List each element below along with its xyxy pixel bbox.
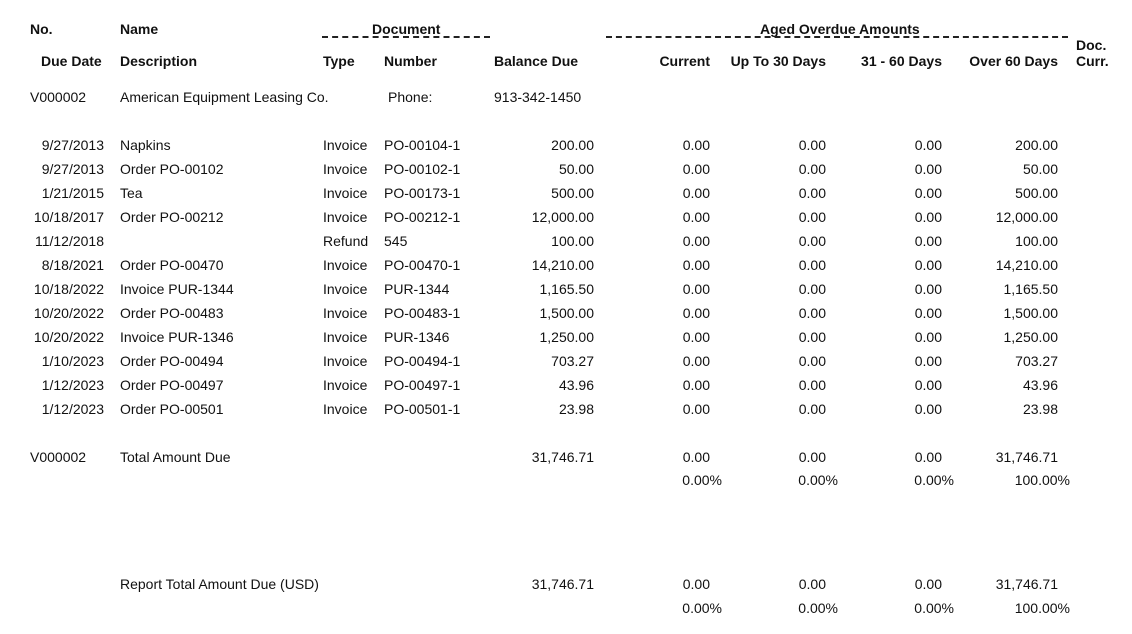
row-balance: 100.00 (551, 233, 594, 249)
row-due-date: 10/20/2022 (33, 305, 104, 321)
total-pct-current: 0.00% (682, 472, 722, 488)
row-number: PO-00102-1 (384, 161, 461, 177)
row-over60: 14,210.00 (995, 257, 1058, 273)
row-number: PO-00483-1 (384, 305, 461, 321)
row-due-date: 11/12/2018 (34, 233, 104, 249)
row-type: Invoice (323, 353, 368, 369)
row-description: Order PO-00501 (120, 401, 224, 417)
row-description: Order PO-00470 (120, 257, 224, 273)
row-description: Napkins (120, 137, 171, 153)
row-up30: 0.00 (798, 329, 826, 345)
row-over60: 23.98 (1022, 401, 1058, 417)
row-up30: 0.00 (798, 257, 826, 273)
row-31-60: 0.00 (914, 377, 942, 393)
total-label: Total Amount Due (120, 449, 231, 465)
row-up30: 0.00 (798, 353, 826, 369)
row-description: Tea (120, 185, 143, 201)
row-type: Invoice (323, 305, 368, 321)
row-up30: 0.00 (798, 209, 826, 225)
row-balance: 1,165.50 (539, 281, 594, 297)
header-balance-due: Balance Due (494, 53, 579, 69)
row-description: Order PO-00212 (120, 209, 224, 225)
row-current: 0.00 (682, 377, 710, 393)
total-vendor-no: V000002 (30, 449, 87, 465)
header-document: Document (372, 21, 441, 37)
report-total-up30: 0.00 (798, 576, 826, 592)
row-due-date: 10/18/2017 (33, 209, 104, 225)
row-balance: 500.00 (551, 185, 594, 201)
row-number: PO-00497-1 (384, 377, 461, 393)
total-pct-31-60: 0.00% (914, 472, 954, 488)
row-number: PO-00173-1 (384, 185, 461, 201)
row-type: Invoice (323, 209, 368, 225)
header-number: Number (384, 53, 437, 69)
row-31-60: 0.00 (914, 329, 942, 345)
total-pct-over60: 100.00% (1014, 472, 1070, 488)
header-31-60: 31 - 60 Days (861, 53, 942, 69)
row-over60: 500.00 (1015, 185, 1058, 201)
row-over60: 50.00 (1022, 161, 1058, 177)
row-31-60: 0.00 (914, 281, 942, 297)
row-due-date: 1/21/2015 (41, 185, 104, 201)
row-type: Invoice (323, 329, 368, 345)
row-up30: 0.00 (798, 161, 826, 177)
row-current: 0.00 (682, 137, 710, 153)
row-over60: 100.00 (1015, 233, 1058, 249)
row-31-60: 0.00 (914, 353, 942, 369)
row-current: 0.00 (682, 233, 710, 249)
row-31-60: 0.00 (914, 305, 942, 321)
row-31-60: 0.00 (914, 161, 942, 177)
row-type: Invoice (323, 281, 368, 297)
row-up30: 0.00 (798, 401, 826, 417)
row-31-60: 0.00 (914, 257, 942, 273)
row-balance: 43.96 (558, 377, 594, 393)
report-total-label: Report Total Amount Due (USD) (120, 576, 319, 592)
total-current: 0.00 (682, 449, 710, 465)
row-number: PO-00494-1 (384, 353, 461, 369)
report-pct-up30: 0.00% (798, 600, 838, 616)
report-total-over60: 31,746.71 (995, 576, 1058, 592)
row-due-date: 10/20/2022 (33, 329, 104, 345)
row-description: Order PO-00494 (120, 353, 224, 369)
row-due-date: 1/12/2023 (41, 377, 104, 393)
row-description: Order PO-00483 (120, 305, 224, 321)
row-over60: 12,000.00 (995, 209, 1058, 225)
row-type: Invoice (323, 185, 368, 201)
row-balance: 200.00 (551, 137, 594, 153)
row-31-60: 0.00 (914, 185, 942, 201)
row-due-date: 1/12/2023 (41, 401, 104, 417)
row-due-date: 10/18/2022 (33, 281, 104, 297)
header-over-60: Over 60 Days (969, 53, 1058, 69)
report-pct-31-60: 0.00% (914, 600, 954, 616)
report-total-balance: 31,746.71 (531, 576, 594, 592)
vendor-phone: 913-342-1450 (494, 89, 582, 105)
row-balance: 1,250.00 (539, 329, 594, 345)
aged-dash-line (606, 36, 1068, 38)
vendor-name: American Equipment Leasing Co. (120, 89, 329, 105)
row-type: Refund (323, 233, 369, 249)
total-pct-up30: 0.00% (798, 472, 838, 488)
row-due-date: 9/27/2013 (41, 161, 104, 177)
row-current: 0.00 (682, 209, 710, 225)
row-up30: 0.00 (798, 137, 826, 153)
row-balance: 14,210.00 (531, 257, 594, 273)
total-balance: 31,746.71 (531, 449, 594, 465)
row-up30: 0.00 (798, 305, 826, 321)
row-due-date: 9/27/2013 (41, 137, 104, 153)
row-description: Invoice PUR-1346 (120, 329, 234, 345)
row-balance: 50.00 (558, 161, 594, 177)
header-name: Name (120, 21, 159, 37)
row-type: Invoice (323, 257, 368, 273)
row-description: Order PO-00102 (120, 161, 224, 177)
row-type: Invoice (323, 161, 368, 177)
row-current: 0.00 (682, 257, 710, 273)
row-balance: 703.27 (551, 353, 594, 369)
row-current: 0.00 (682, 185, 710, 201)
row-current: 0.00 (682, 161, 710, 177)
row-over60: 1,165.50 (1003, 281, 1058, 297)
report-pct-current: 0.00% (682, 600, 722, 616)
row-due-date: 8/18/2021 (41, 257, 104, 273)
row-number: PO-00470-1 (384, 257, 461, 273)
row-type: Invoice (323, 401, 368, 417)
row-number: PO-00501-1 (384, 401, 461, 417)
row-number: PO-00212-1 (384, 209, 461, 225)
row-due-date: 1/10/2023 (41, 353, 104, 369)
header-due-date: Due Date (41, 53, 102, 69)
row-balance: 12,000.00 (531, 209, 594, 225)
header-no: No. (30, 21, 53, 37)
header-doc: Doc. (1076, 37, 1107, 53)
row-over60: 703.27 (1015, 353, 1058, 369)
row-over60: 43.96 (1022, 377, 1058, 393)
row-current: 0.00 (682, 329, 710, 345)
row-number: 545 (384, 233, 408, 249)
row-current: 0.00 (682, 401, 710, 417)
vendor-phone-label: Phone: (388, 89, 433, 105)
header-curr: Curr. (1076, 53, 1109, 69)
row-over60: 1,250.00 (1003, 329, 1058, 345)
row-number: PO-00104-1 (384, 137, 461, 153)
row-31-60: 0.00 (914, 401, 942, 417)
header-aged-overdue: Aged Overdue Amounts (760, 21, 920, 37)
row-up30: 0.00 (798, 233, 826, 249)
row-31-60: 0.00 (914, 233, 942, 249)
row-up30: 0.00 (798, 377, 826, 393)
row-type: Invoice (323, 137, 368, 153)
row-balance: 23.98 (558, 401, 594, 417)
row-number: PUR-1344 (384, 281, 450, 297)
total-up30: 0.00 (798, 449, 826, 465)
row-number: PUR-1346 (384, 329, 450, 345)
total-31-60: 0.00 (914, 449, 942, 465)
row-over60: 1,500.00 (1003, 305, 1058, 321)
report-total-31-60: 0.00 (914, 576, 942, 592)
header-up-to-30: Up To 30 Days (730, 53, 826, 69)
row-up30: 0.00 (798, 281, 826, 297)
report-pct-over60: 100.00% (1014, 600, 1070, 616)
row-type: Invoice (323, 377, 368, 393)
row-up30: 0.00 (798, 185, 826, 201)
header-type: Type (323, 53, 355, 69)
row-description: Invoice PUR-1344 (120, 281, 234, 297)
row-description: Order PO-00497 (120, 377, 224, 393)
row-31-60: 0.00 (914, 209, 942, 225)
row-balance: 1,500.00 (539, 305, 594, 321)
total-over60: 31,746.71 (995, 449, 1058, 465)
row-current: 0.00 (682, 353, 710, 369)
document-dash-line (322, 36, 490, 38)
row-current: 0.00 (682, 305, 710, 321)
row-31-60: 0.00 (914, 137, 942, 153)
header-description: Description (120, 53, 198, 69)
row-current: 0.00 (682, 281, 710, 297)
row-over60: 200.00 (1015, 137, 1058, 153)
header-current: Current (659, 53, 710, 69)
report-total-current: 0.00 (682, 576, 710, 592)
vendor-no: V000002 (30, 89, 87, 105)
